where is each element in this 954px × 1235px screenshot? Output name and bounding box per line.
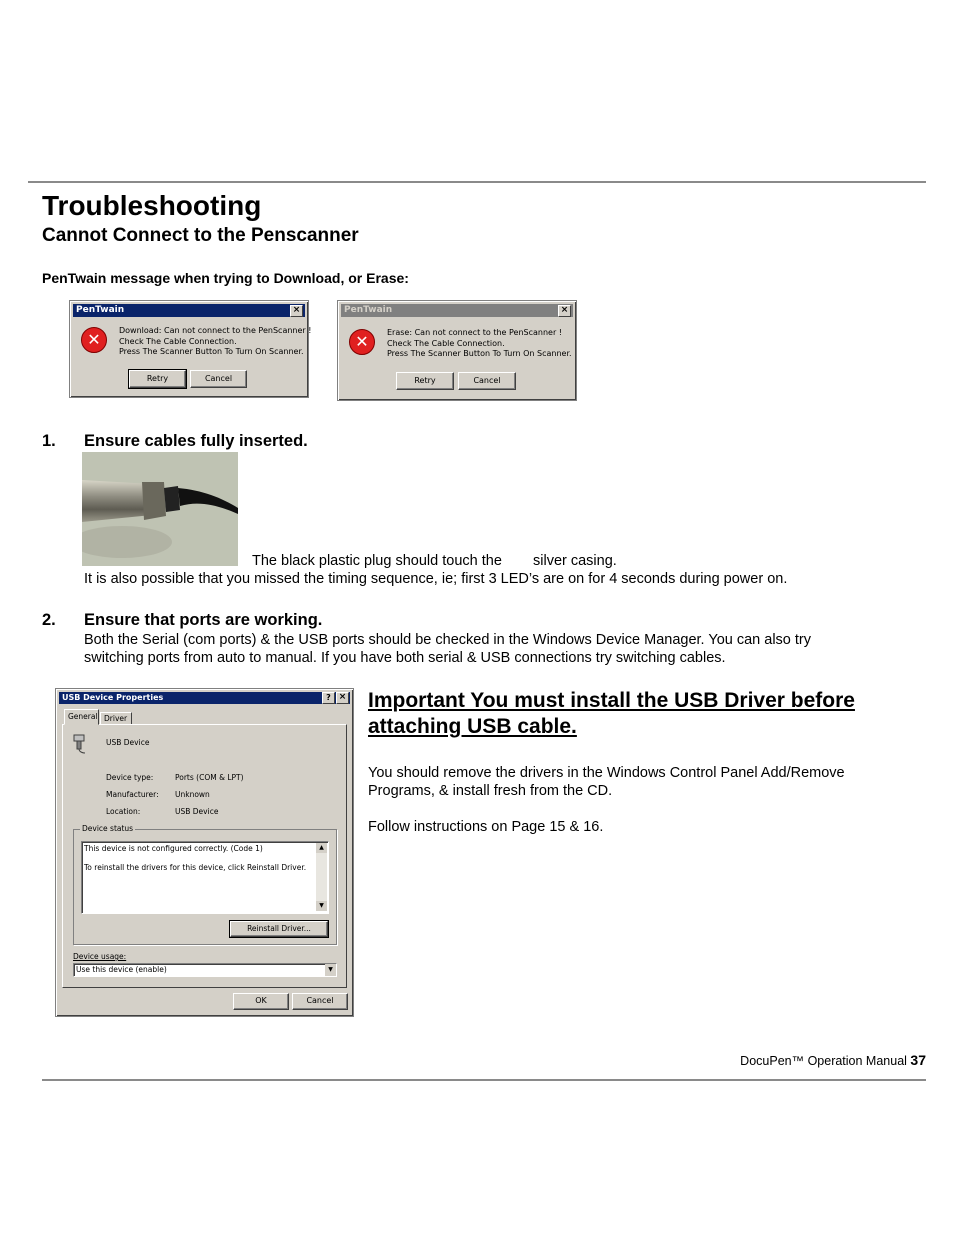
location-value: USB Device (175, 807, 219, 816)
device-usage-label: Device usage: (73, 952, 127, 961)
pentwain-erase-dialog (337, 300, 577, 401)
reinstall-driver-button[interactable]: Reinstall Driver... (230, 921, 328, 937)
tab-general-label: General (68, 712, 98, 721)
scroll-up-icon[interactable]: ▲ (316, 843, 327, 853)
status-line-1: This device is not configured correctly. (Code 1) (84, 844, 263, 853)
footer-text: DocuPen™ Operation Manual (740, 1054, 907, 1068)
device-name: USB Device (106, 738, 150, 747)
close-icon[interactable]: × (336, 692, 349, 704)
ok-button[interactable]: OK (233, 993, 289, 1010)
step-2-heading: Ensure that ports are working. (84, 611, 323, 629)
cancel-button[interactable]: Cancel (292, 993, 348, 1010)
retry-button[interactable]: Retry (129, 370, 186, 388)
step-1-caption-a: The black plastic plug should touch the (252, 553, 502, 569)
dialog-title: PenTwain (344, 305, 393, 315)
close-icon[interactable]: × (290, 305, 303, 317)
dialog-message: Erase: Can not connect to the PenScanner ! Check The Cable Connection. Press The Scanner Button To Turn On Scanner. (387, 328, 572, 358)
dialog-message: Download: Can not connect to the PenScanner ! Check The Cable Connection. Press The Scanner Button To Turn On Scanner. (119, 326, 312, 356)
important-para-1-line-1: You should remove the drivers in the Windows Control Panel Add/Remove (368, 765, 845, 781)
page-title: Troubleshooting (42, 190, 262, 221)
device-usage-select[interactable] (73, 963, 337, 977)
device-status-group (73, 824, 337, 945)
device-type-value: Ports (COM & LPT) (175, 773, 244, 782)
device-usage-value: Use this device (enable) (76, 965, 167, 974)
tab-panel (62, 724, 347, 988)
dialog-titlebar (73, 304, 305, 317)
step-2-line-1: Both the Serial (com ports) & the USB ports should be checked in the Windows Device Manager. You can also try (84, 632, 811, 648)
important-para-1-line-2: Programs, & install fresh from the CD. (368, 783, 613, 799)
important-heading-line-2: attaching USB cable. (368, 715, 577, 738)
cable-photo-graphic (82, 452, 238, 566)
important-heading-line-1: Important You must install the USB Driver before (368, 689, 855, 712)
cancel-button[interactable]: Cancel (190, 370, 247, 388)
status-line-2: To reinstall the drivers for this device, click Reinstall Driver. (84, 863, 307, 872)
step-1-caption-b: silver casing. (533, 553, 617, 569)
status-scrollbar[interactable] (316, 843, 327, 911)
manufacturer-value: Unknown (175, 790, 210, 799)
step-2-number: 2. (42, 611, 56, 629)
dialog-title: USB Device Properties (62, 693, 164, 702)
top-rule (28, 181, 926, 183)
bottom-rule (42, 1079, 926, 1081)
dialog-titlebar (59, 692, 350, 704)
device-type-label: Device type: (106, 773, 154, 782)
usb-device-icon (71, 733, 91, 755)
section-subtitle: Cannot Connect to the Penscanner (42, 225, 359, 246)
location-label: Location: (106, 807, 141, 816)
device-status-text[interactable] (81, 841, 329, 914)
manufacturer-label: Manufacturer: (106, 790, 159, 799)
error-icon: ✕ (349, 329, 375, 355)
page-number: 37 (910, 1052, 926, 1068)
dialog-title: PenTwain (76, 305, 125, 315)
cable-plug-photo (82, 452, 238, 566)
step-1-number: 1. (42, 432, 56, 450)
retry-button[interactable]: Retry (396, 372, 454, 390)
dialog-titlebar (341, 304, 573, 317)
pentwain-intro: PenTwain message when trying to Download, or Erase: (42, 270, 409, 286)
cancel-button[interactable]: Cancel (458, 372, 516, 390)
pentwain-download-dialog (69, 300, 312, 398)
device-status-label: Device status (82, 824, 134, 833)
important-para-2: Follow instructions on Page 15 & 16. (368, 819, 604, 835)
page-footer (740, 1052, 926, 1068)
scroll-down-icon[interactable]: ▼ (316, 901, 327, 911)
chevron-down-icon[interactable]: ▼ (325, 964, 336, 976)
close-icon[interactable]: × (558, 305, 571, 317)
step-1-heading: Ensure cables fully inserted. (84, 432, 308, 450)
tab-driver-label: Driver (104, 714, 128, 723)
step-2-line-2: switching ports from auto to manual. If you have both serial & USB connections try switching cables. (84, 650, 726, 666)
tab-general[interactable] (64, 709, 99, 725)
step-1-note: It is also possible that you missed the timing sequence, ie; first 3 LED’s are on for 4 seconds during power on. (84, 571, 788, 587)
usb-device-properties-dialog (55, 688, 354, 1017)
error-icon: ✕ (81, 327, 107, 353)
help-icon[interactable]: ? (322, 692, 335, 704)
